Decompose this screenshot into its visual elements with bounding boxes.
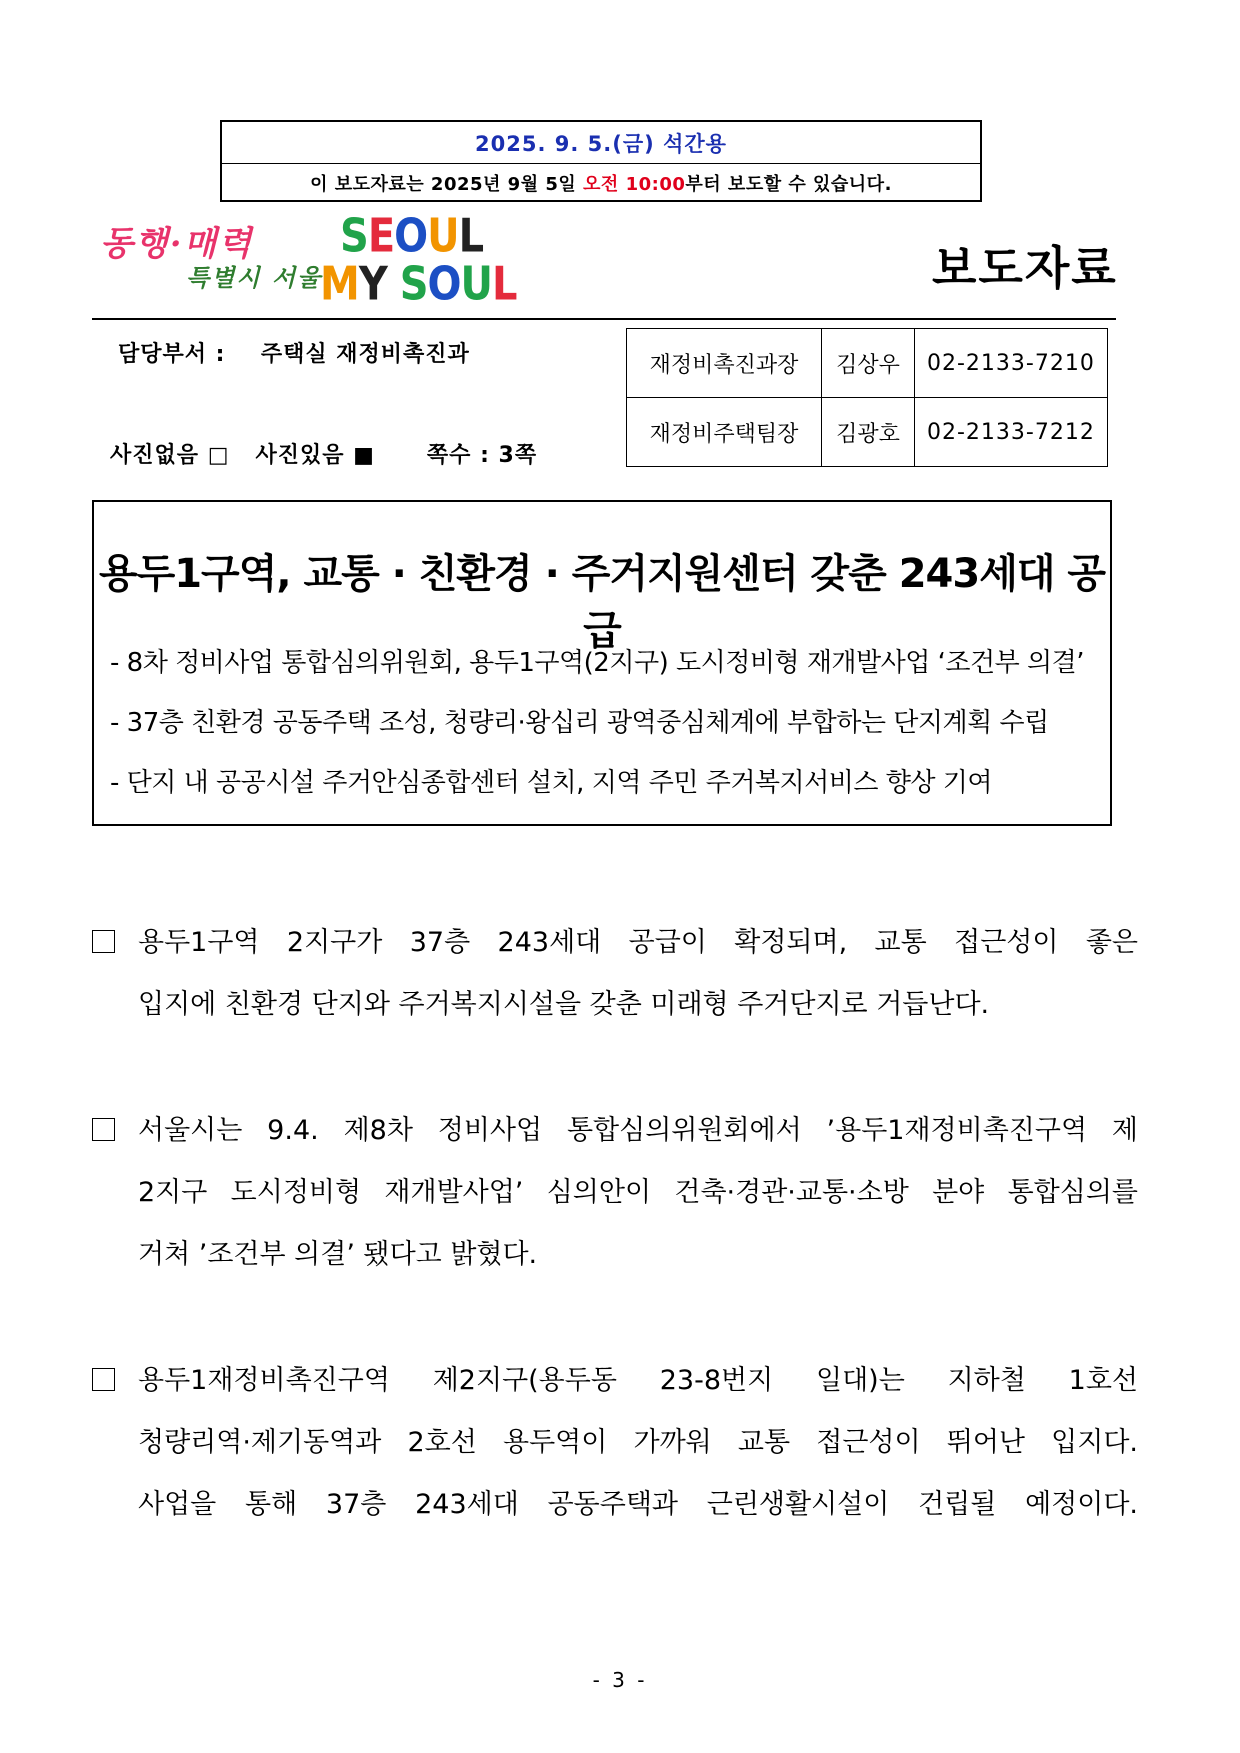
brand-logo-letter: U [427,210,459,263]
square-bullet-icon [92,1368,115,1391]
department-label: 담당부서 : [118,342,226,367]
paragraph-line: 용두1구역 2지구가 37층 243세대 공급이 확정되며, 교통 접근성이 좋은 [138,927,1138,958]
embargo-notice-after: 부터 보도할 수 있습니다. [685,173,892,195]
headline-box [92,500,1112,826]
brand-logo-letter: E [367,210,395,263]
photo-yes-label: 사진있음 [255,443,345,468]
subhead-1: - 8차 정비사업 통합심의위원회, 용두1구역(2지구) 도시정비형 재개발사업 ‘조건부 의결’ [110,648,1085,678]
brand-logo-letter: M [320,258,359,311]
photo-none-label: 사진없음 [110,443,200,468]
contacts-table [626,328,1108,467]
paragraph-line: 서울시는 9.4. 제8차 정비사업 통합심의위원회에서 ’용두1재정비촉진구역 제 [138,1115,1138,1146]
paragraph-line: 2지구 도시정비형 재개발사업’ 심의안이 건축·경관·교통·소방 분야 통합심의를 [138,1177,1138,1208]
brand-logo-text [320,258,517,311]
contact-phone: 02-2133-7212 [915,398,1108,467]
brand-logo-letter: L [492,258,517,311]
subhead-2: - 37층 친환경 공동주택 조성, 청량리·왕십리 광역중심체계에 부합하는 단지계획 수립 [110,708,1049,738]
seoul-my-soul-logo-line2 [320,258,517,311]
contact-title: 재정비촉진과장 [627,329,822,398]
press-release-title: 보도자료 [932,241,1118,295]
embargo-notice-before: 이 보도자료는 2025년 9월 5일 [310,173,584,195]
photo-info-line [110,438,537,469]
embargo-notice-time: 오전 10:00 [583,173,686,195]
table-row [627,398,1108,467]
page-count: 쪽수 : 3쪽 [426,443,538,468]
paragraph-line: 청량리역·제기동역과 2호선 용두역이 가까워 교통 접근성이 뛰어난 입지다. [138,1427,1138,1458]
page-number: - 3 - [592,1668,648,1692]
brand-logo-letter [387,258,400,311]
headline: 용두1구역, 교통 · 친환경 · 주거지원센터 갖춘 243세대 공급 [98,551,1106,654]
contact-name: 김상우 [822,329,915,398]
paragraph-line: 입지에 친환경 단지와 주거복지시설을 갖춘 미래형 주거단지로 거듭난다. [138,989,990,1020]
table-row [627,329,1108,398]
contact-phone: 02-2133-7210 [915,329,1108,398]
brand-logo-letter: U [460,258,493,311]
paragraph-line: 사업을 통해 37층 243세대 공동주택과 근린생활시설이 건립될 예정이다. [138,1489,1138,1520]
embargo-date: 2025. 9. 5.(금) 석간용 [222,122,980,164]
contact-title: 재정비주택팀장 [627,398,822,467]
department-value: 주택실 재정비촉진과 [260,342,470,367]
header-divider [92,318,1116,320]
paragraph-line: 거쳐 ’조건부 의결’ 됐다고 밝혔다. [138,1239,538,1270]
subhead-3: - 단지 내 공공시설 주거안심종합센터 설치, 지역 주민 주거복지서비스 향상 기여 [110,768,993,798]
brand-logo-text [340,210,483,263]
contact-name: 김광호 [822,398,915,467]
brand-logo-letter: Y [358,258,387,311]
paragraph-line: 용두1재정비촉진구역 제2지구(용두동 23-8번지 일대)는 지하철 1호선 [138,1365,1138,1396]
embargo-box [220,120,982,202]
square-bullet-icon [92,930,115,953]
photo-none-checkbox-icon: □ [207,443,230,468]
embargo-notice [222,163,980,202]
department-line [118,337,470,368]
brand-logo-letter: O [427,258,461,311]
brand-logo-letter: L [458,210,484,263]
seoul-slogan-logo-line1: 동행·매력 [100,224,254,264]
photo-yes-checkbox-icon: ■ [353,443,375,468]
square-bullet-icon [92,1118,115,1141]
brand-logo-letter: O [394,210,428,263]
seoul-my-soul-logo-line1 [340,210,483,263]
brand-logo-letter: S [399,258,428,311]
seoul-slogan-logo-line2: 특별시 서울 [186,263,323,292]
brand-logo-letter: S [340,210,368,263]
